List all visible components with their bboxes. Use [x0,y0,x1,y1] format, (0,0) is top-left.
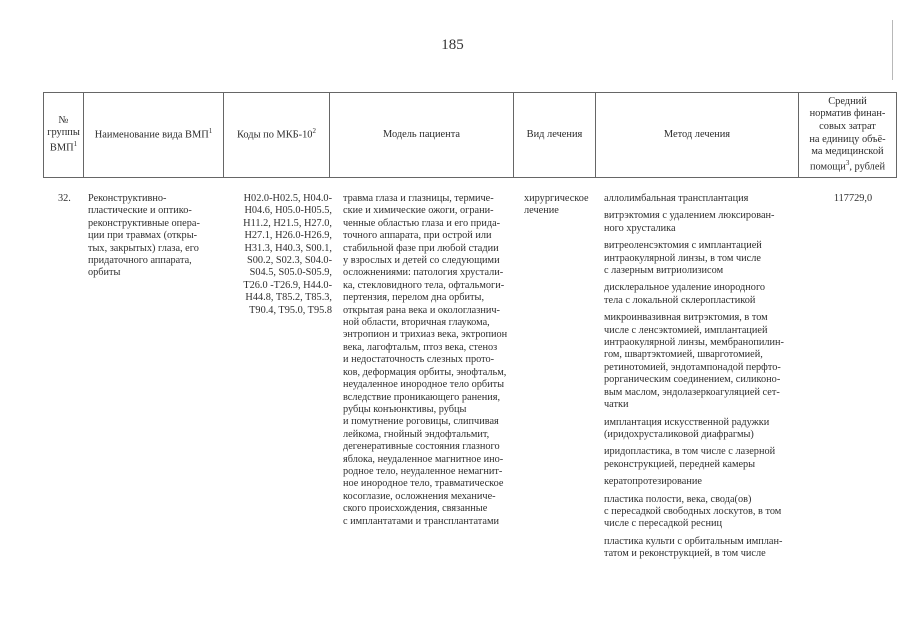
method-line: реконструкцией, передней камеры [604,458,756,470]
text-line: пластические и оптико- [88,205,192,217]
method-line: ретинотомией, эндотампонадой перфто- [604,361,781,373]
method-line: (иридохрусталиковой диафрагмы) [604,428,754,440]
method-line: ного хрусталика [604,222,676,234]
method-item [604,476,800,488]
text-line: S04.5, S05.0-S05.9, [249,267,332,279]
method-item [604,536,800,561]
method-line: пластика культи с орбитальным имплан- [604,535,783,547]
text-line: ное инородное тело, травматическое [343,478,504,490]
page-number: 185 [441,37,464,53]
text-line: хирургическое [524,193,589,204]
header-method: Метод лечения [596,93,799,178]
method-item [604,193,800,205]
text-line: Реконструктивно- [88,193,167,204]
method-line: чатки [604,399,629,411]
method-line: татом и реконструкцией, в том числе [604,548,766,560]
method-line: имплантация искусственной радужки [604,416,770,428]
method-line: гом, швартэктомией, шварготомией, [604,349,763,361]
text-line: и недостаточность слезных прото- [343,354,495,366]
text-line: открытая рана века и окологлазнич- [343,304,500,316]
method-line: рорганическим соединением, силиконо- [604,374,781,386]
row-icd-codes [232,193,332,317]
method-line: с лазерным витриолизисом [604,265,724,277]
text-line: H31.3, H40.3, S00.1, [244,242,332,254]
method-line: аллолимбальная трансплантация [604,193,749,204]
scan-edge-mark [892,20,893,80]
text-line: точного аппарата, при острой или [343,230,492,242]
text-line: T26.0 -T26.9, H44.0- [243,279,332,291]
text-line: придаточного аппарата, [88,255,192,267]
text-line: реконструктивные опера- [88,217,200,229]
method-line: числе с пересадкой ресниц [604,518,723,530]
text-line: H44.8, T85.2, T85.3, [245,292,332,304]
text-line: ции при травмах (откры- [88,230,198,242]
method-line: дисклеральное удаление инородного [604,282,766,294]
text-line: с имплантатами и трансплантатами [343,515,500,527]
text-line: ского происхождения, связанные [343,503,488,515]
method-line: с пересадкой свободных лоскутов, в том [604,505,782,517]
method-item [604,240,800,277]
row-group-number: 32. [58,193,71,204]
method-line: микроинвазивная витрэктомия, в том [604,312,768,324]
text-line: H04.6, H05.0-H05.5, [244,205,332,217]
method-item [604,494,800,531]
header-group-number: № группы ВМП$^1$ [44,93,84,178]
method-line: кератопротезирование [604,476,702,488]
row-treatment-type [524,193,599,218]
text-line: пертензия, перелом дна орбиты, [343,292,485,304]
text-line: H27.1, H26.0-H26.9, [244,230,332,242]
method-line: пластика полости, века, свода(ов) [604,493,752,505]
method-line: иридопластика, в том числе с лазерной [604,446,776,458]
header-type: Наименование вида ВМП$^1$ [84,93,224,178]
method-line: вым маслом, эндолазеркоагуляцией сет- [604,386,780,398]
row-patient-model [343,193,518,528]
text-line: стабильной фазе при любой стадии [343,242,499,254]
text-line: яблока, неудаленное магнитное ино- [343,453,504,465]
method-item [604,282,800,307]
row-cost: 117729,0 [833,193,873,204]
header-codes: Коды по МКБ-$10^2$ [224,93,330,178]
method-line: тела с локальной склеропластикой [604,294,756,306]
text-line: рубцы конъюнктивы, рубцы [343,403,467,415]
text-line: и помутнение роговицы, слипчивая [343,416,499,428]
table-header [43,92,897,178]
method-item [604,417,800,442]
text-line: лейкома, гнойный эндофтальмит, [343,428,490,440]
method-line: интраокулярной линзы, мембранопилин- [604,337,784,349]
text-line: ка, стекловидного тела, офтальмоги- [343,279,505,291]
method-line: витреоленсэктомия с имплантацией [604,240,762,252]
text-line: ной области, вторичная глаукома, [343,317,490,329]
text-line: тых, закрытых) глаза, его [88,242,199,254]
text-line: ские и химические ожоги, ограни- [343,205,494,217]
text-line: энтропион и трихиаз века, эктропион [343,329,508,341]
header-treatment: Вид лечения [514,93,596,178]
header-model: Модель пациента [330,93,514,178]
method-line: витрэктомия с удалением люксирован- [604,210,775,222]
text-line: века, лагофтальм, птоз века, стеноз [343,341,498,353]
method-item [604,210,800,235]
text-line: родное тело, неудаленное немагнит- [343,465,503,477]
text-line: T90.4, T95.0, T95.8 [249,304,332,316]
text-line: ченные областью глаза и его прида- [343,217,501,229]
method-line: интраокулярной линзы, в том числе [604,252,761,264]
text-line: дегенеративные состояния глазного [343,441,500,453]
text-line: H02.0-H02.5, H04.0- [243,193,332,204]
text-line: у взрослых и детей со следующими [343,255,500,267]
method-line: числе с ленсэктомией, имплантацией [604,324,768,336]
text-line: вследствие проникающего ранения, [343,391,501,403]
text-line: косоглазие, осложнения механиче- [343,490,496,502]
text-line: ков, деформация орбиты, энофтальм, [343,366,507,378]
text-line: травма глаза и глазницы, термиче- [343,193,494,204]
text-line: неудаленное инородное тело орбиты [343,379,505,391]
text-line: орбиты [88,267,121,279]
text-line: осложнениями: патология хрустали- [343,267,504,279]
text-line: лечение [524,205,559,217]
row-type-name [88,193,228,280]
method-item [604,446,800,471]
text-line: S00.2, S02.3, S04.0- [247,255,332,267]
method-item [604,312,800,411]
row-methods [604,193,800,566]
header-cost: Средний норматив финан- совых затрат на единицу объё- ма медицинской помощи$^3$, рублей [799,93,897,178]
text-line: H11.2, H21.5, H27.0, [243,217,332,229]
